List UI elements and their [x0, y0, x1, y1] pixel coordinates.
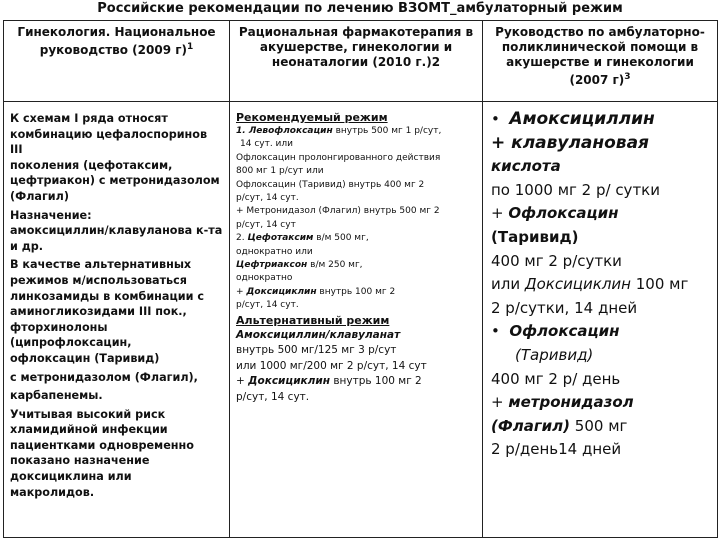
drug-name: Цефтриаксон [236, 260, 308, 271]
text-line: Назначение: [10, 208, 92, 222]
regimen-line [491, 108, 711, 132]
dose: в/м 500 мг, [313, 233, 369, 244]
regimen-line: или 1000 мг/200 мг 2 р/сут, 14 сут [236, 359, 427, 372]
regimen-line: внутрь 500 мг/125 мг 3 р/сут [236, 344, 397, 357]
header-1 [4, 21, 229, 58]
regimen-line: + Метронидазол (Флагил) внутрь 500 мг 2 [236, 206, 440, 217]
drug-name: (Флагил) [491, 416, 571, 435]
bullet-icon: • [491, 110, 500, 128]
header-cell-1 [4, 21, 230, 102]
drug-name: Доксициклин [248, 375, 330, 388]
regimen-line: р/сут, 14 сут. [236, 300, 299, 311]
regimen-line: (Таривид) [515, 345, 594, 364]
drug-name: Офлоксацин [508, 204, 619, 223]
recommendations-table [3, 20, 718, 538]
regimen-line [236, 328, 476, 344]
drug-name: Амоксициллин [509, 109, 655, 129]
prefix: или [491, 275, 525, 294]
regimen-line: р/сут, 14 сут. [236, 193, 299, 204]
plus-sign: + [236, 375, 249, 388]
header-1-text: Гинекология. Национальное руководство (2009 г) [17, 25, 216, 57]
text-line: цефтриакон) с метронидазолом [10, 174, 220, 188]
regimen-line: по 1000 мг 2 р/ сутки [491, 180, 660, 199]
regimen-line: однократно или [236, 246, 313, 257]
regimen-line: Офлоксацин пролонгированного действия [236, 152, 441, 163]
header-1-sup: 1 [186, 42, 194, 52]
text-line: поколения (цефотаксим, [10, 158, 173, 172]
text-line: К схемам I ряда относят [10, 112, 168, 125]
text-line: В качестве альтернативных [10, 258, 192, 272]
drug-brand: (Таривид) [491, 227, 579, 246]
regimen-line: 400 мг 2 р/сутки [491, 251, 622, 270]
header-3-text: Руководство по амбулаторно-поликлинической помощи в акушерстве и гинекологии (2007 г) [495, 25, 705, 87]
regimen-line [491, 202, 711, 249]
regimen-line: Офлоксацин (Таривид) внутрь 400 мг 2 [236, 179, 425, 190]
regimen-line [236, 232, 476, 245]
header-3 [483, 21, 717, 88]
regimen-line [236, 259, 476, 272]
plus-sign: + [491, 204, 509, 223]
recommended-regimen-title: Рекомендуемый режим [236, 111, 388, 124]
text-line: амоксициллин/клавуланова к-та [10, 224, 223, 238]
text-line: (Флагил) [10, 189, 69, 203]
regimen-line [236, 286, 476, 299]
drug-name: Доксициклин [246, 286, 317, 297]
regimen-line: р/сут, 14 сут [236, 219, 296, 230]
regimen-line [491, 320, 711, 344]
dose: внутрь 100 мг 2 [316, 286, 396, 297]
text-line: и др. [10, 239, 44, 253]
text-line: Учитывая высокий риск [10, 407, 166, 421]
text-line: аминогликозидами III пок., [10, 305, 187, 319]
dose: внутрь 500 мг 1 р/сут, [332, 126, 442, 136]
rational-pharmacotherapy-text [230, 102, 482, 405]
drug-name: 1. Левофлоксацин [236, 126, 333, 136]
body-row [4, 102, 718, 538]
alternative-regimen-title: Альтернативный режим [236, 313, 390, 327]
regimen-line [491, 415, 711, 439]
header-cell-2 [230, 21, 483, 102]
regimen-line [491, 273, 711, 297]
text-line: доксициклина или [10, 470, 132, 484]
regimen-line: + клавулановая [491, 132, 649, 153]
regimen-line: кислота [491, 157, 561, 176]
text-line: с метронидазолом (Флагил), [10, 370, 198, 384]
outpatient-guide-text [483, 102, 717, 462]
regimen-line: 2 р/сутки, 14 дней [491, 298, 638, 317]
drug-name: Доксициклин [524, 275, 631, 294]
text-line: макролидов. [10, 485, 95, 499]
dose: 100 мг [630, 275, 689, 294]
regimen-line: 400 мг 2 р/ день [491, 369, 621, 388]
text-line: пациентками одновременно [10, 438, 194, 452]
dose: внутрь 100 мг 2 [329, 375, 422, 388]
regimen-line: 14 сут. или [240, 139, 294, 150]
text-line: карбапенемы. [10, 389, 103, 403]
national-guide-text [4, 102, 229, 500]
regimen-line: однократно [236, 273, 293, 284]
regimen-number: 2. [236, 233, 248, 244]
bullet-icon: • [491, 322, 500, 341]
plus-sign: + [236, 286, 247, 297]
body-cell-1 [4, 102, 230, 538]
regimen-line: 800 мг 1 р/сут или [236, 166, 324, 177]
text-line: линкозамиды в комбинации с [10, 289, 204, 303]
drug-name: метронидазол [508, 393, 634, 412]
text-line: режимов м/использоваться [10, 273, 187, 287]
regimen-line: р/сут, 14 сут. [236, 390, 310, 403]
regimen-line [236, 125, 476, 138]
regimen-line: 2 р/день14 дней [491, 440, 622, 459]
text-line: офлоксацин (Таривид) [10, 351, 160, 365]
header-row [4, 21, 718, 102]
dose: 500 мг [570, 416, 628, 435]
plus-sign: + [491, 393, 509, 412]
body-cell-3 [483, 102, 718, 538]
text-line: фторхинолоны (ципрофлоксацин, [10, 320, 132, 350]
header-2: Рациональная фармакотерапия в акушерстве, гинекологии и неонаталогии (2010 г.)2 [238, 25, 474, 69]
text-line: показано назначение [10, 454, 150, 468]
dose: в/м 250 мг, [307, 260, 363, 271]
page-title: Российские рекомендации по лечению ВЗОМТ_амбулаторный режим [97, 1, 623, 16]
text-line: хламидийной инфекции [10, 423, 168, 437]
drug-name: Офлоксацин [509, 322, 620, 341]
regimen-line [236, 374, 476, 390]
drug-name: Цефотаксим [247, 233, 314, 244]
drug-name: Амоксициллин/клавуланат [236, 328, 401, 341]
regimen-line [491, 391, 711, 415]
body-cell-2 [230, 102, 483, 538]
header-cell-3 [483, 21, 718, 102]
header-3-sup: 3 [624, 72, 631, 82]
text-line: комбинацию цефалоспоринов III [10, 127, 208, 157]
